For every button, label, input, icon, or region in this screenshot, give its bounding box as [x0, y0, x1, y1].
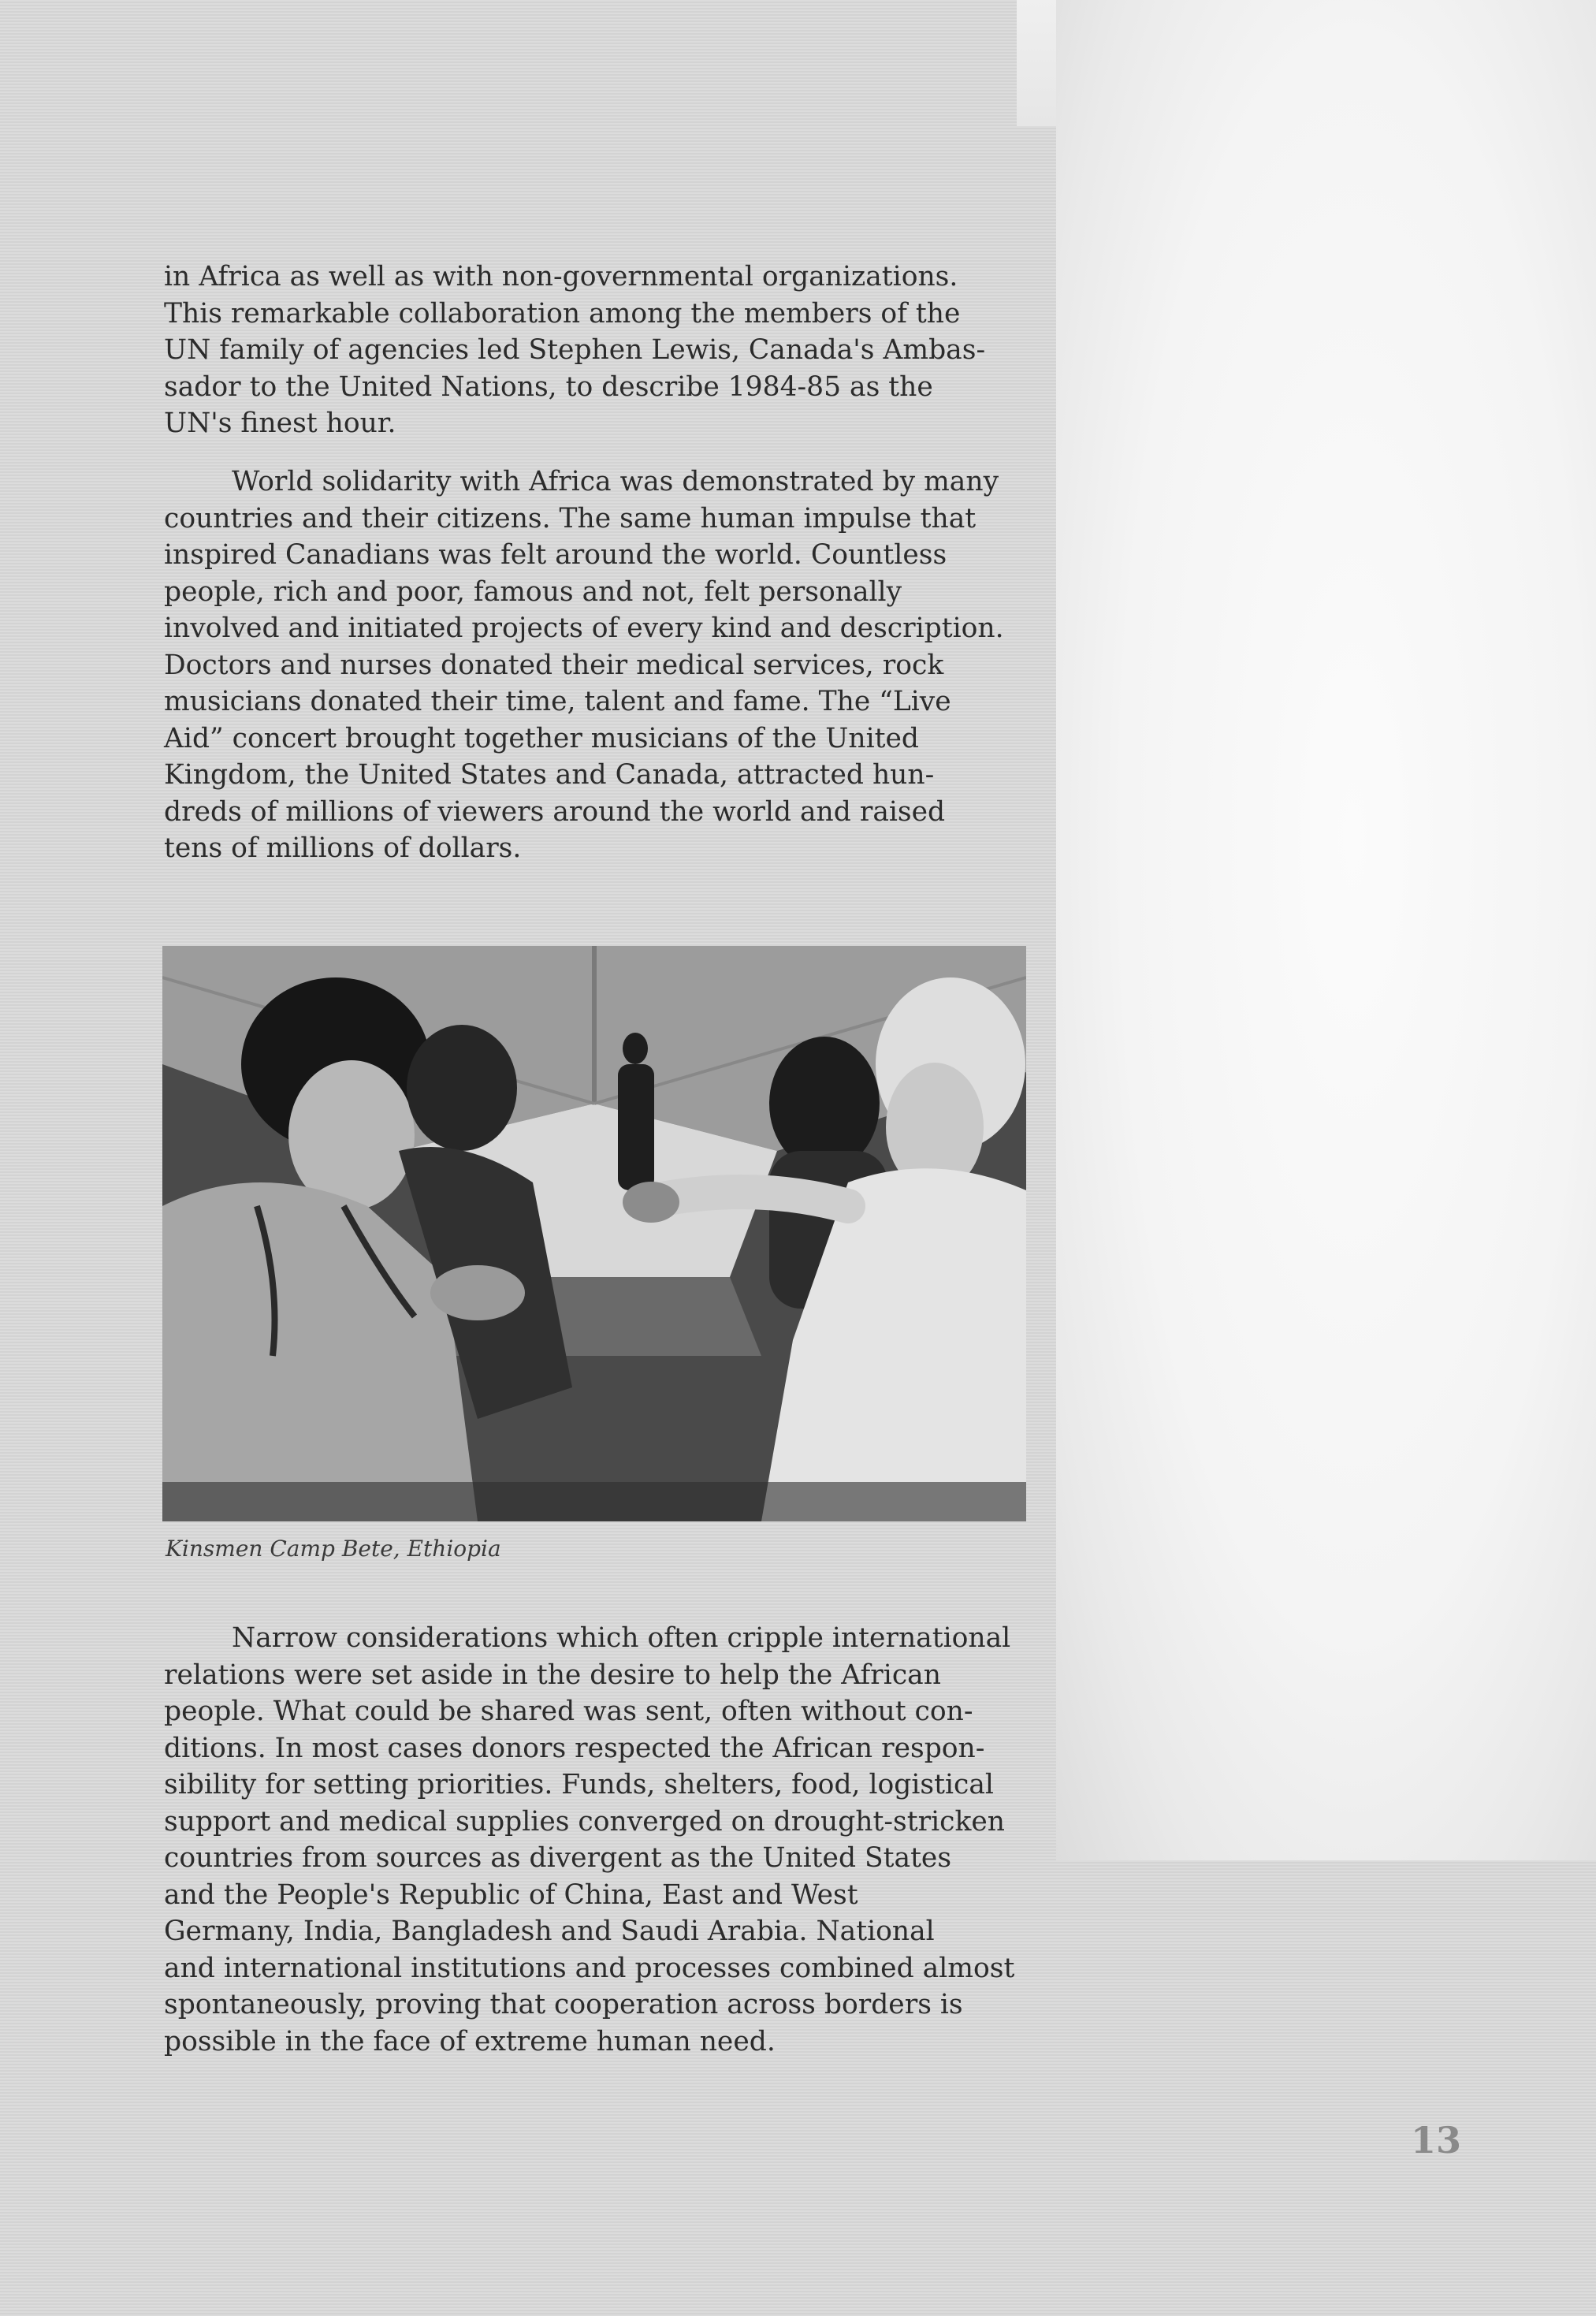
photo-nurses-camp [162, 946, 1026, 1521]
page-number: 13 [1411, 2119, 1462, 2161]
text-line: musicians donated their time, talent and fame. The “Live [164, 686, 951, 717]
text-line: UN's finest hour. [164, 408, 396, 439]
text-line: This remarkable collaboration among the members of the [164, 297, 961, 330]
text-line: in Africa as well as with non-governmental organizations. [164, 261, 958, 292]
text-line: sibility for setting priorities. Funds, shelters, food, logistical [164, 1769, 994, 1800]
text-line: involved and initiated projects of every kind and description. [164, 613, 1004, 644]
text-line: and the People's Republic of China, East and West [164, 1878, 858, 1911]
text-line: Aid” concert brought together musicians of the United [164, 722, 919, 754]
paragraph-world-solidarity [164, 464, 1047, 867]
paragraph-cooperation [164, 1620, 1047, 2060]
text-line: Narrow considerations which often cripple international [232, 1622, 1011, 1654]
paragraph-un-collaboration [164, 259, 1047, 442]
text-line: countries from sources as divergent as the United States [164, 1842, 952, 1874]
text-line: ditions. In most cases donors respected the African respon- [164, 1732, 985, 1764]
text-line: and international institutions and processes combined almost [164, 1952, 1015, 1984]
text-line: dreds of millions of viewers around the world and raised [164, 795, 946, 828]
text-line: spontaneously, proving that cooperation across borders is [164, 1989, 963, 2020]
page-margin-right [1056, 0, 1596, 1860]
text-line: people, rich and poor, famous and not, felt personally [164, 575, 902, 608]
text-line: Germany, India, Bangladesh and Saudi Arabia. National [164, 1916, 935, 1947]
text-line: World solidarity with Africa was demonstrated by many [232, 466, 999, 497]
photo-figure [162, 946, 1026, 1521]
text-line: Doctors and nurses donated their medical services, rock [164, 649, 944, 681]
photo-caption: Kinsmen Camp Bete, Ethiopia [166, 1536, 501, 1562]
text-line: possible in the face of extreme human need. [164, 2025, 776, 2057]
text-line: tens of millions of dollars. [164, 832, 522, 864]
text-line: relations were set aside in the desire to help the African [164, 1659, 941, 1691]
text-line: support and medical supplies converged on drought-stricken [164, 1805, 1005, 1838]
text-line: countries and their citizens. The same human impulse that [164, 502, 977, 534]
text-line: Kingdom, the United States and Canada, attracted hun- [164, 759, 935, 791]
text-line: inspired Canadians was felt around the world. Countless [164, 539, 947, 571]
text-line: UN family of agencies led Stephen Lewis, Canada's Ambas- [164, 334, 986, 366]
text-line: people. What could be shared was sent, often without con- [164, 1696, 973, 1727]
text-line: sador to the United Nations, to describe 1984-85 as the [164, 370, 933, 403]
